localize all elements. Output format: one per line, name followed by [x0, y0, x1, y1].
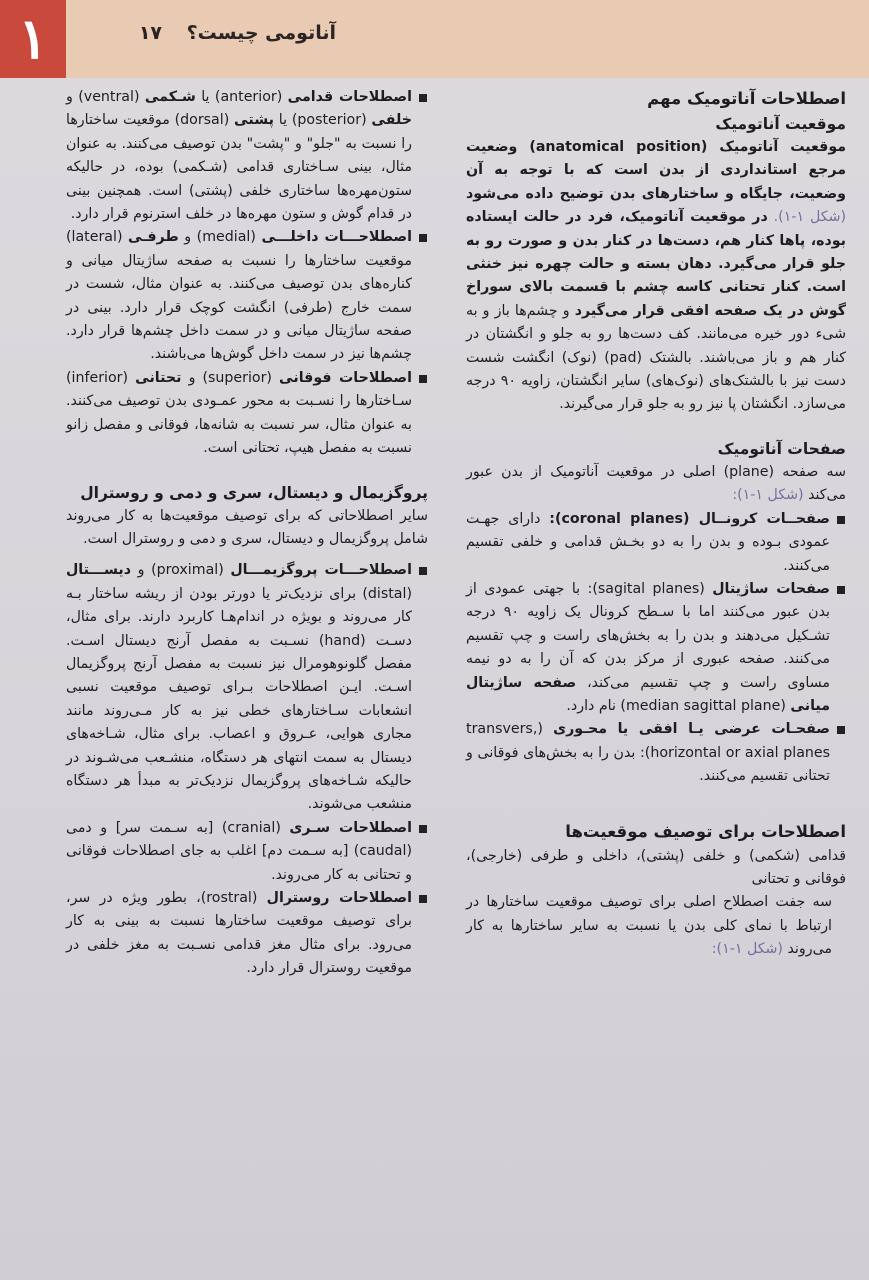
bullet-cranial-caudal: اصطلاحات سـری (cranial) [به سـمت سر] و دمی (caudal) [به سـمت دم] اغلب به جای اصطلاحات فوقانی و تحتانی به کار می‌روند. — [66, 817, 428, 887]
proximal-distal-intro: سایر اصطلاحاتی که برای توصیف موقعیت‌ها به کار می‌روند شامل پروگزیمال و دیستال، سری و دمی و روسترال است. — [66, 507, 428, 547]
chapter-title: آناتومی چیست؟ — [186, 22, 336, 44]
right-column — [466, 86, 846, 962]
chapter-number: ۱ — [17, 6, 49, 72]
bullet-proximal-distal: اصطلاحـــات پروگزیمـــال (proximal) و دیســـتال (distal) برای نزدیک‌تر یا دورتر بودن از ریشه ساختار بـه کار می‌روند و بویژه در اندام‌هـا کاربرد دارند. برای مثال، دسـت (hand) نسـبت به مفصل آرنج دیستال اسـت. مفصل گلونوهومرال نیز نسبت به مفصل آرنج پروگزیمال اسـت. ایـن اصطلاحات بـرای توصیف موقعیت نسبی انشعابات سـاختارهای خطی نیز به کار مـی‌روند مانند مجاری هوایی، عـروق و اعصاب. برای مثال، شـاخه‌های دیستال به سمت انتهای هر دستگاه، منشـعب می‌شـوند در حالیکه شـاخه‌های پروگزیمال نزدیک‌تر به مبدأ هر دستگاه منشعب می‌شوند. — [66, 559, 428, 816]
paragraph-anatomic-position: موقعیت آناتومیک (anatomical position) وضعیت مرجع استانداردی از بدن است که با توجه به آن وضعیت، جایگاه و ساختارهای بدن توضیح داده می‌شود (شکل ۱-۱). در موقعیت آناتومیک، فرد در حالت ایستاده بوده، پاها کنار هم، دست‌ها در کنار بدن و صورت رو به جلو قرار می‌گیرد. دهان بسته و حالت چهره نیز خنثی است. کنار تحتانی کاسه چشم با قسمت بالای سوراخ گوش در یک صفحه افقی قرار می‌گیرد و چشم‌ها باز و به شیء دور خیره می‌مانند. کف دست‌ها رو به جلو و انگشتان در کنار هم و باز می‌باشند. بالشتک (pad) (نوک) انگشت شست دست نیز با بالشتک‌های (نوک‌های) سایر انگشتان، زاویه ۹۰ درجه می‌سازد. انگشتان پا نیز رو به جلو قرار می‌گیرند. — [466, 139, 847, 413]
bullet-anterior-posterior: اصطلاحات قدامی (anterior) یا شـکمی (ventral) و خلفی (posterior) یا پشتی (dorsal) موقعیت ساختارها را نسبت به "جلو" و "پشت" بدن توصیف می‌کنند. به عنوان مثال، بینی سـاختاری قدامی (شـکمی) بوده، در حالیکه ستون‌مهره‌ها ساختاری خلفی (پشتی) است. همچنین بینی در قدام گوش و ستون مهره‌ها در خلف استرنوم قرار دارد. — [66, 86, 428, 226]
subtitle-anatomic-planes: صفحات آناتومیک — [717, 439, 846, 458]
bullet-transverse: صفحـات عرضی یـا افقی یا محـوری (transvers, horizontal or axial planes): بدن را به بخش‌های فوقانی و تحتانی تقسیم می‌کنند. — [466, 718, 846, 788]
chapter-number-tab — [0, 0, 66, 78]
bullet-superior-inferior: اصطلاحات فوقانی (superior) و تحتانی (inferior) سـاختارها را نسـبت به محور عمـودی بدن توصیف می‌کنند. به عنوان مثال، سر نسبت به شانه‌ها، فوقانی و مفصل زانو نسبت به مفصل هیپ، تحتانی است. — [66, 367, 428, 461]
section-title-anatomic-terms: اصطلاحات آناتومیک مهم — [647, 89, 846, 108]
position-terms-line: قدامی (شکمی) و خلفی (پشتی)، داخلی و طرفی (خارجی)، فوقانی و تحتانی — [466, 847, 846, 887]
figure-ref: (شکل ۱-۱): — [732, 487, 804, 504]
running-header — [96, 22, 336, 62]
bullet-sagital: صفحات ساژیتال (sagital planes): با جهتی عمودی از بدن عبور می‌کنند اما با سـطح کرونال یک زاویه ۹۰ درجه تشـکیل می‌دهند و بدن را به بخش‌های راست و چپ تقسیم می‌کنند. صفحه عبوری از مرکز بدن که آن را به دو نیمه مساوی راست و چپ تقسیم می‌کند، صفحه ساژیتال میانی (median sagittal plane) نام دارد. — [466, 578, 846, 718]
bullet-coronal: صفحــات کرونــال (coronal planes): دارای جهـت عمودی بـوده و بدن را به دو بخـش قدامی و خلفی تقسیم می‌کنند. — [466, 508, 846, 578]
figure-ref: (شکل ۱-۱): — [711, 941, 783, 958]
position-terms-paragraph: سه جفت اصطلاح اصلی برای توصیف موقعیت ساختارها در ارتباط با نمای کلی بدن یا نسبت به سایر ساختارها به کار می‌روند (شکل ۱-۱): — [466, 894, 832, 958]
figure-ref: (شکل ۱-۱). — [773, 209, 847, 226]
left-column — [66, 86, 428, 981]
bullet-rostral: اصطلاحات روسترال (rostral)، بطور ویژه در سر، برای توصیف موقعیت ساختارها نسبت به بینی به کار می‌رود. برای مثال مغز قدامی نسـبت به مغز خلفی در موقعیت روسترال قرار دارد. — [66, 887, 428, 981]
page-number: ۱۷ — [138, 22, 163, 44]
subtitle-anatomic-position: موقعیت آناتومیک — [715, 115, 846, 133]
bullet-medial-lateral: اصطلاحـــات داخلـــی (medial) و طرفـی (lateral) موقعیت ساختارها را نسبت به صفحه ساژیتال میانی و کناره‌های بدن توصیف می‌کنند. به عنوان مثال، شست در سمت خارج (طرفی) انگشت کوچک قرار دارد. بینی در صفحه ساژیتال میانی و در سمت داخل چشم‌ها قرار دارد. چشم‌ها نیز در سمت داخل گوش‌ها می‌باشند. — [66, 226, 428, 366]
section-title-proximal-distal: پروگزیمال و دیستال، سری و دمی و روسترال — [80, 483, 428, 502]
planes-intro: سه صفحه (plane) اصلی در موقعیت آناتومیک از بدن عبور می‌کند (شکل ۱-۱): — [466, 463, 846, 504]
section-title-position-terms: اصطلاحات برای توصیف موقعیت‌ها — [565, 821, 846, 841]
